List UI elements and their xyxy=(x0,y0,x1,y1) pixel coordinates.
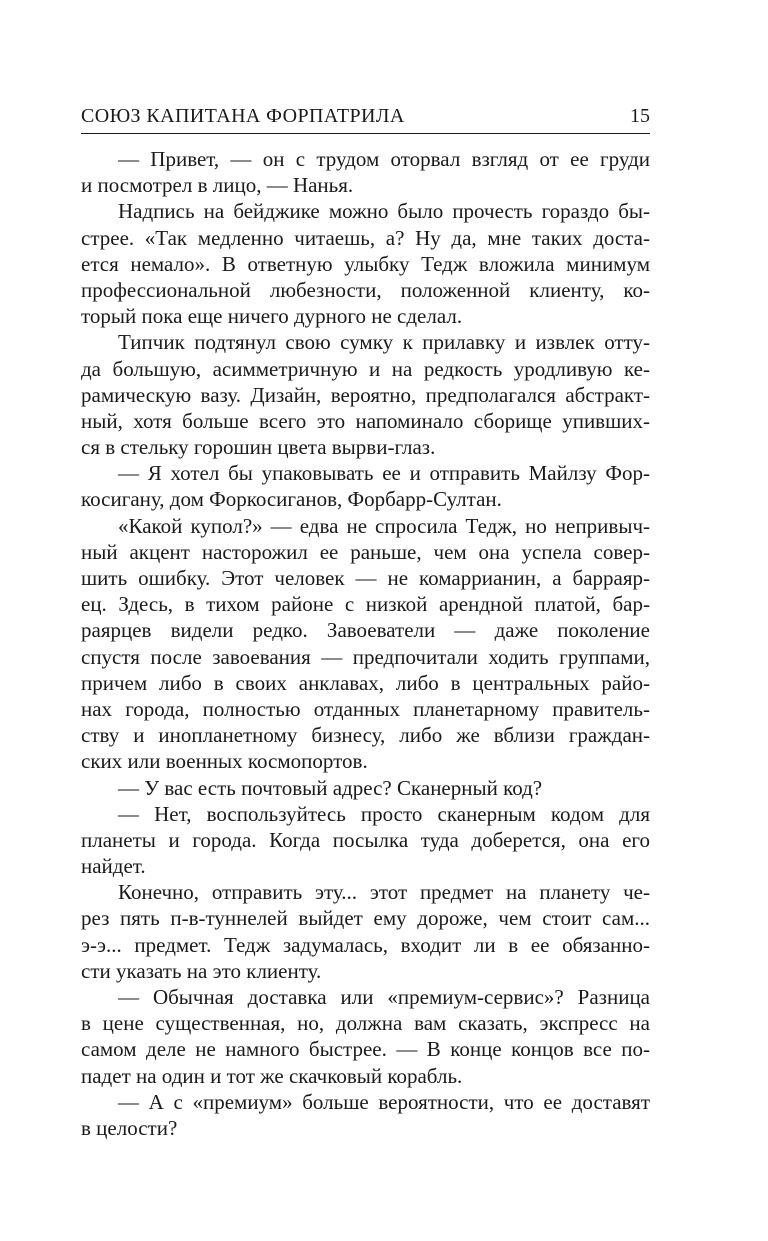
paragraph xyxy=(81,513,650,775)
paragraph xyxy=(81,460,650,512)
text-line: Надпись на бейджике можно было прочесть гораздо бы- xyxy=(118,199,650,224)
text-line: в цене существенная, но, должна вам сказать, экспресс на xyxy=(81,1011,650,1036)
text-line: и посмотрел в лицо, — Нанья. xyxy=(81,173,354,198)
text-line: падет на один и тот же скачковый корабль. xyxy=(81,1063,463,1088)
text-line: в целости? xyxy=(81,1115,178,1140)
text-line: «Какой купол?» — едва не спросила Тедж, но непривыч- xyxy=(118,513,650,538)
text-line: косигану, дом Форкосиганов, Форбарр-Султан. xyxy=(81,487,502,512)
text-line: Конечно, отправить эту... этот предмет на планету че- xyxy=(118,880,650,905)
text-line: — Нет, воспользуйтесь просто сканерным кодом для xyxy=(118,801,650,826)
text-line: — Привет, — он с трудом оторвал взгляд от ее груди xyxy=(118,147,650,171)
running-title: СОЮЗ КАПИТАНА ФОРПАТРИЛА xyxy=(81,105,405,127)
text-line: найдет. xyxy=(81,854,146,879)
text-line: планеты и города. Когда посылка туда доберется, она его xyxy=(81,827,650,852)
text-line: шить ошибку. Этот человек — не комаррианин, а барраяр- xyxy=(81,566,650,590)
text-line: Типчик подтянул свою сумку к прилавку и извлек отту- xyxy=(118,330,650,355)
text-line: ец. Здесь, в тихом районе с низкой арендной платой, бар- xyxy=(81,592,650,617)
text-line: самом деле не намного быстрее. — В конце концов все по- xyxy=(81,1037,650,1062)
paragraph xyxy=(81,984,650,1089)
text-line: ству и инопланетному бизнесу, либо же вблизи граждан- xyxy=(81,723,650,748)
text-line: стрее. «Так медленно читаешь, а? Ну да, мне таких доста- xyxy=(81,225,650,250)
text-line: — Обычная доставка или «премиум-сервис»? Разница xyxy=(118,985,650,1009)
text-line: причем либо в своих анклавах, либо в центральных райо- xyxy=(81,670,650,695)
text-line: да большую, асимметричную и на редкость уродливую ке- xyxy=(81,356,650,381)
text-line: — Я хотел бы упаковывать ее и отправить Майлзу Фор- xyxy=(118,461,650,486)
text-line: — А с «премиум» больше вероятности, что ее доставят xyxy=(118,1089,650,1114)
body-text xyxy=(81,146,650,1141)
text-line: спустя после завоевания — предпочитали ходить группами, xyxy=(81,644,650,669)
text-line: рез пять п-в-туннелей выйдет ему дороже, чем стоит сам... xyxy=(81,906,650,931)
text-line: раярцев видели редко. Завоеватели — даже поколение xyxy=(81,618,650,643)
text-line: ских или военных космопортов. xyxy=(81,749,368,774)
text-line: ный акцент насторожил ее раньше, чем она успела совер- xyxy=(81,539,650,564)
paragraph xyxy=(81,146,650,198)
text-line: рамическую вазу. Дизайн, вероятно, предполагался абстракт- xyxy=(81,382,650,407)
paragraph xyxy=(81,775,650,801)
text-line: э-э... предмет. Тедж задумалась, входит ли в ее обязанно- xyxy=(81,932,650,957)
paragraph xyxy=(81,801,650,880)
text-line: торый пока еще ничего дурного не сделал. xyxy=(81,304,463,329)
paragraph xyxy=(81,879,650,984)
paragraph xyxy=(81,329,650,460)
text-line: профессиональной любезности, положенной клиенту, ко- xyxy=(81,277,650,302)
paragraph xyxy=(81,198,650,329)
text-line: — У вас есть почтовый адрес? Сканерный код? xyxy=(118,775,543,800)
text-line: нах города, полностью отданных планетарному правитель- xyxy=(81,696,650,721)
text-line: ный, хотя больше всего это напоминало сборище упивших- xyxy=(81,408,650,433)
running-header xyxy=(81,103,650,134)
text-line: сти указать на это клиенту. xyxy=(81,958,322,983)
text-line: ся в стельку горошин цвета вырви-глаз. xyxy=(81,435,436,460)
text-line: ется немало». В ответную улыбку Тедж вложила минимум xyxy=(81,251,650,276)
paragraph xyxy=(81,1089,650,1141)
page-number: 15 xyxy=(630,105,650,127)
